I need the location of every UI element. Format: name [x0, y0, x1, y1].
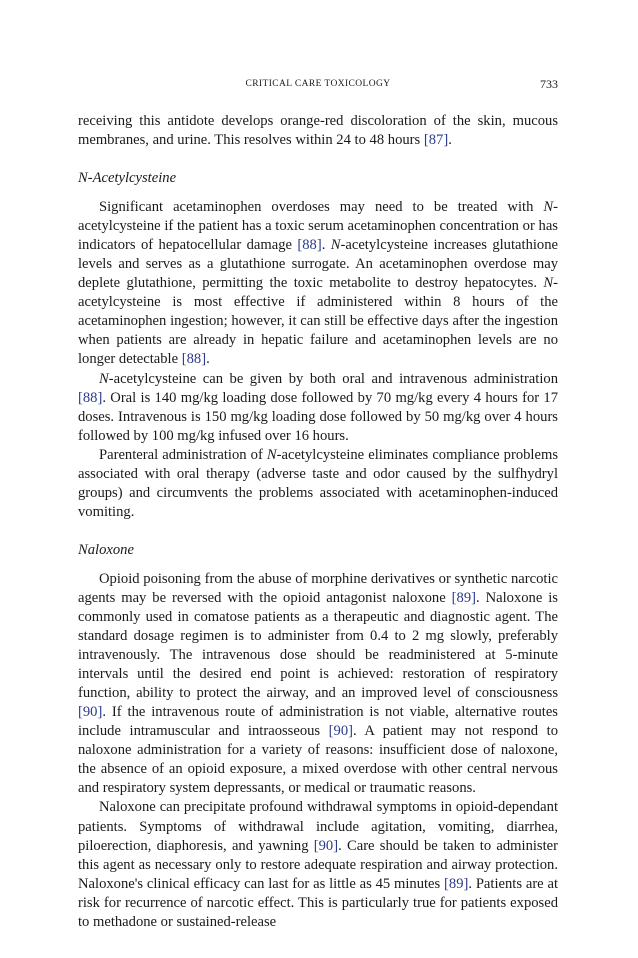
citation-link[interactable]: [89]	[451, 589, 476, 606]
citation-link[interactable]: [90]	[78, 704, 103, 721]
paragraph: Opioid poisoning from the abuse of morphine derivatives or synthetic narcotic agents may be reversed with the opioid antagonist naloxone [89]. Naloxone is commonly used in comatose patients as a therapeutic and diagnostic agent. The standard dosage regimen is to administer from 0.4 to 2 mg slowly, preferably intravenously. The intravenous dose should be readministered at 5-minute intervals until the desired end point is achieved: restoration of respiratory function, ability to protect the airway, and an improved level of consciousness [90]. If the intravenous route of administration is not viable, alternative routes include intramuscular and intraosseous [90]. A patient may not respond to naloxone administration for a variety of reasons: insufficient dose of naloxone, the absence of an opioid exposure, a mixed overdose with other central nervous and respiratory system depressants, or medical or traumatic reasons.	[78, 570, 558, 797]
paragraph: N-acetylcysteine can be given by both oral and intravenous administration [88]. Oral is 140 mg/kg loading dose followed by 70 mg/kg every 4 hours for 17 doses. Intravenous is 150 mg/kg loading dose followed by 50 mg/kg over 4 hours followed by 100 mg/kg infused over 16 hours.	[78, 370, 558, 444]
paragraph: Parenteral administration of N-acetylcysteine eliminates compliance problems associated with oral therapy (adverse taste and odor caused by the sulfhydryl groups) and circumvents the problems associated with acetaminophen-induced vomiting.	[78, 446, 558, 520]
continued-paragraph: receiving this antidote develops orange-red discoloration of the skin, mucous membranes, and urine. This resolves within 24 to 48 hours [87].	[78, 113, 558, 149]
running-title: CRITICAL CARE TOXICOLOGY	[245, 79, 391, 89]
citation-link[interactable]: [89]	[444, 875, 469, 892]
paragraph: Significant acetaminophen overdoses may need to be treated with N-acetylcysteine if the patient has a toxic serum acetaminophen concentration or has indicators of hepatocellular damage [88]. N-acetylcysteine increases glutathione levels and serves as a glutathione surrogate. An acetaminophen overdose may deplete glutathione, permitting the toxic metabolite to destroy hepatocytes. N-acetylcysteine is most effective if administered within 8 hours of the acetaminophen ingestion; however, it can still be effective days after the ingestion when patients are already in hepatic failure and acetaminophen levels are no longer detectable [88].	[78, 199, 558, 368]
page-header	[78, 79, 558, 97]
paragraph: Naloxone can precipitate profound withdrawal symptoms in opioid-dependant patients. Symptoms of withdrawal include agitation, vomiting, diarrhea, piloerection, diaphoresis, and yawning [90]. Care should be taken to administer this agent as necessary only to restore adequate respiration and airway protection. Naloxone's clinical efficacy can last for as little as 45 minutes [89]. Patients are at risk for recurrence of narcotic effect. This is particularly true for patients exposed to methadone or sustained-release	[78, 799, 558, 930]
citation-link[interactable]: [88]	[297, 237, 322, 254]
citation-link[interactable]: [90]	[328, 723, 353, 740]
page-number: 733	[540, 77, 558, 91]
section-heading-naloxone: Naloxone	[78, 541, 134, 558]
citation-link[interactable]: [87]	[423, 132, 449, 149]
citation-link[interactable]: [88]	[181, 351, 207, 368]
page-body	[78, 112, 558, 932]
section-heading-n-acetylcysteine: N-Acetylcysteine	[78, 170, 177, 187]
citation-link[interactable]: [88]	[78, 389, 103, 406]
citation-link[interactable]: [90]	[313, 837, 339, 854]
